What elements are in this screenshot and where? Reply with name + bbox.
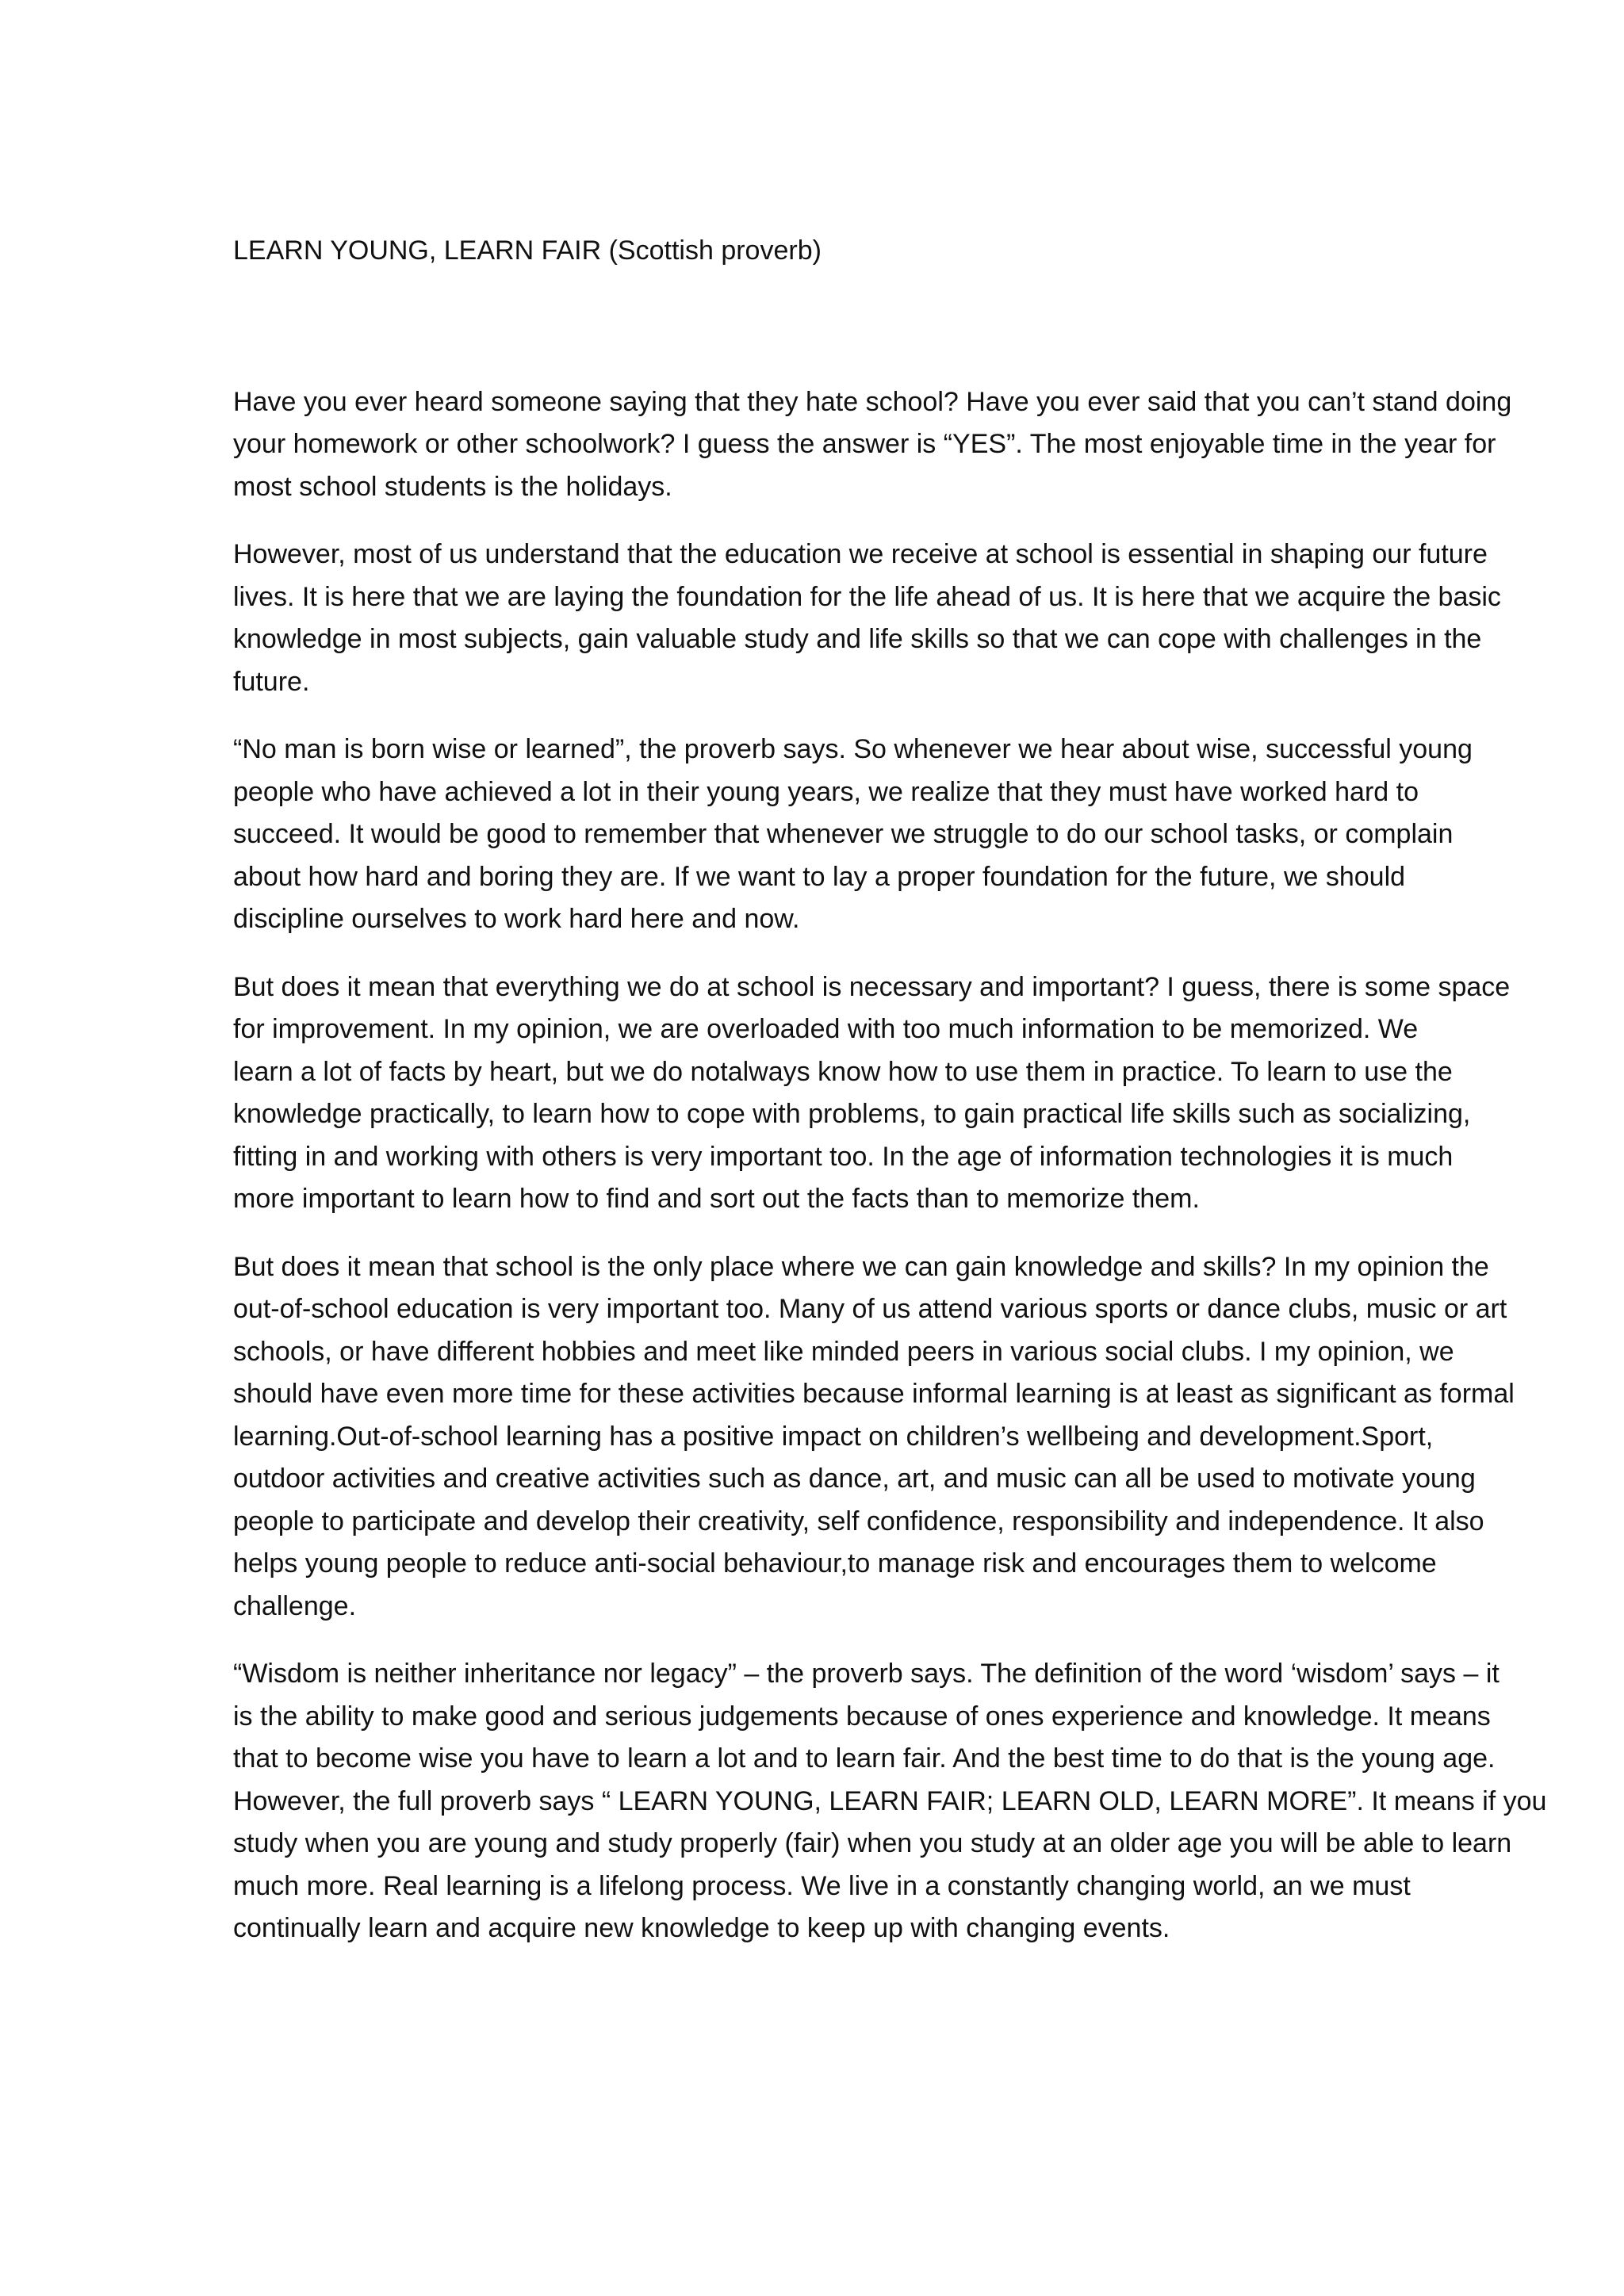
- paragraph: [233, 966, 1559, 1221]
- text-line: people to participate and develop their creativity, self confidence, responsibility and independence. It also: [233, 1506, 1484, 1536]
- text-line: knowledge in most subjects, gain valuable study and life skills so that we can cope with challenges in the: [233, 624, 1482, 654]
- text-line: much more. Real learning is a lifelong process. We live in a constantly changing world, an we must: [233, 1870, 1411, 1901]
- paragraph: [233, 1653, 1559, 1950]
- text-line: about how hard and boring they are. If we want to lay a proper foundation for the future, we should: [233, 861, 1406, 892]
- text-line: discipline ourselves to work hard here and now.: [233, 904, 800, 934]
- text-line: future.: [233, 666, 310, 697]
- text-line: your homework or other schoolwork? I guess the answer is “YES”. The most enjoyable time in the year for: [233, 429, 1496, 459]
- text-line: out-of-school education is very important too. Many of us attend various sports or dance clubs, music or art: [233, 1294, 1507, 1324]
- text-line: challenge.: [233, 1590, 357, 1621]
- paragraph: [233, 729, 1559, 941]
- text-line: more important to learn how to find and sort out the facts than to memorize them.: [233, 1184, 1200, 1214]
- paragraph: [233, 534, 1559, 703]
- text-line: fitting in and working with others is very important too. In the age of information technologies it is much: [233, 1141, 1454, 1172]
- text-line: succeed. It would be good to remember that whenever we struggle to do our school tasks, or complain: [233, 819, 1454, 849]
- text-line: However, the full proverb says “ LEARN YOUNG, LEARN FAIR; LEARN OLD, LEARN MORE”. It means if you: [233, 1785, 1547, 1816]
- text-line: But does it mean that school is the only place where we can gain knowledge and skills? In my opinion the: [233, 1251, 1489, 1282]
- paragraph: [233, 1246, 1559, 1628]
- text-line: lives. It is here that we are laying the foundation for the life ahead of us. It is here that we acquire the basic: [233, 581, 1501, 612]
- text-line: continually learn and acquire new knowledge to keep up with changing events.: [233, 1913, 1170, 1943]
- text-line: that to become wise you have to learn a lot and to learn fair. And the best time to do that is the young age.: [233, 1743, 1496, 1774]
- text-line: is the ability to make good and serious judgements because of ones experience and knowledge. It means: [233, 1701, 1491, 1732]
- text-line: “No man is born wise or learned”, the proverb says. So whenever we hear about wise, successful young: [233, 734, 1473, 764]
- text-line: for improvement. In my opinion, we are overloaded with too much information to be memorized. We: [233, 1014, 1419, 1044]
- text-line: Have you ever heard someone saying that they hate school? Have you ever said that you can’t stand doing: [233, 386, 1512, 417]
- text-line: knowledge practically, to learn how to cope with problems, to gain practical life skills such as socializing,: [233, 1099, 1471, 1129]
- text-line: people who have achieved a lot in their young years, we realize that they must have worked hard to: [233, 776, 1419, 807]
- paragraph: [233, 381, 1559, 509]
- text-line: schools, or have different hobbies and meet like minded peers in various social clubs. I my opinion, we: [233, 1336, 1454, 1367]
- document-title: LEARN YOUNG, LEARN FAIR (Scottish proverb): [233, 235, 822, 266]
- text-line: outdoor activities and creative activities such as dance, art, and music can all be used to motivate young: [233, 1464, 1476, 1494]
- text-line: helps young people to reduce anti-social behaviour,to manage risk and encourages them to welcome: [233, 1548, 1437, 1578]
- text-line: However, most of us understand that the education we receive at school is essential in shaping our future: [233, 539, 1488, 569]
- text-line: learning.Out-of-school learning has a positive impact on children’s wellbeing and development.Sport,: [233, 1421, 1434, 1452]
- document-body: [233, 230, 1559, 1976]
- text-line: most school students is the holidays.: [233, 471, 672, 502]
- text-line: But does it mean that everything we do at school is necessary and important? I guess, there is some space: [233, 971, 1511, 1002]
- text-line: “Wisdom is neither inheritance nor legacy” – the proverb says. The definition of the word ‘wisdom’ says – it: [233, 1659, 1500, 1689]
- text-line: study when you are young and study properly (fair) when you study at an older age you will be able to learn: [233, 1828, 1512, 1858]
- text-line: should have even more time for these activities because informal learning is at least as significant as formal: [233, 1379, 1515, 1409]
- text-line: learn a lot of facts by heart, but we do notalways know how to use them in practice. To learn to use the: [233, 1056, 1453, 1087]
